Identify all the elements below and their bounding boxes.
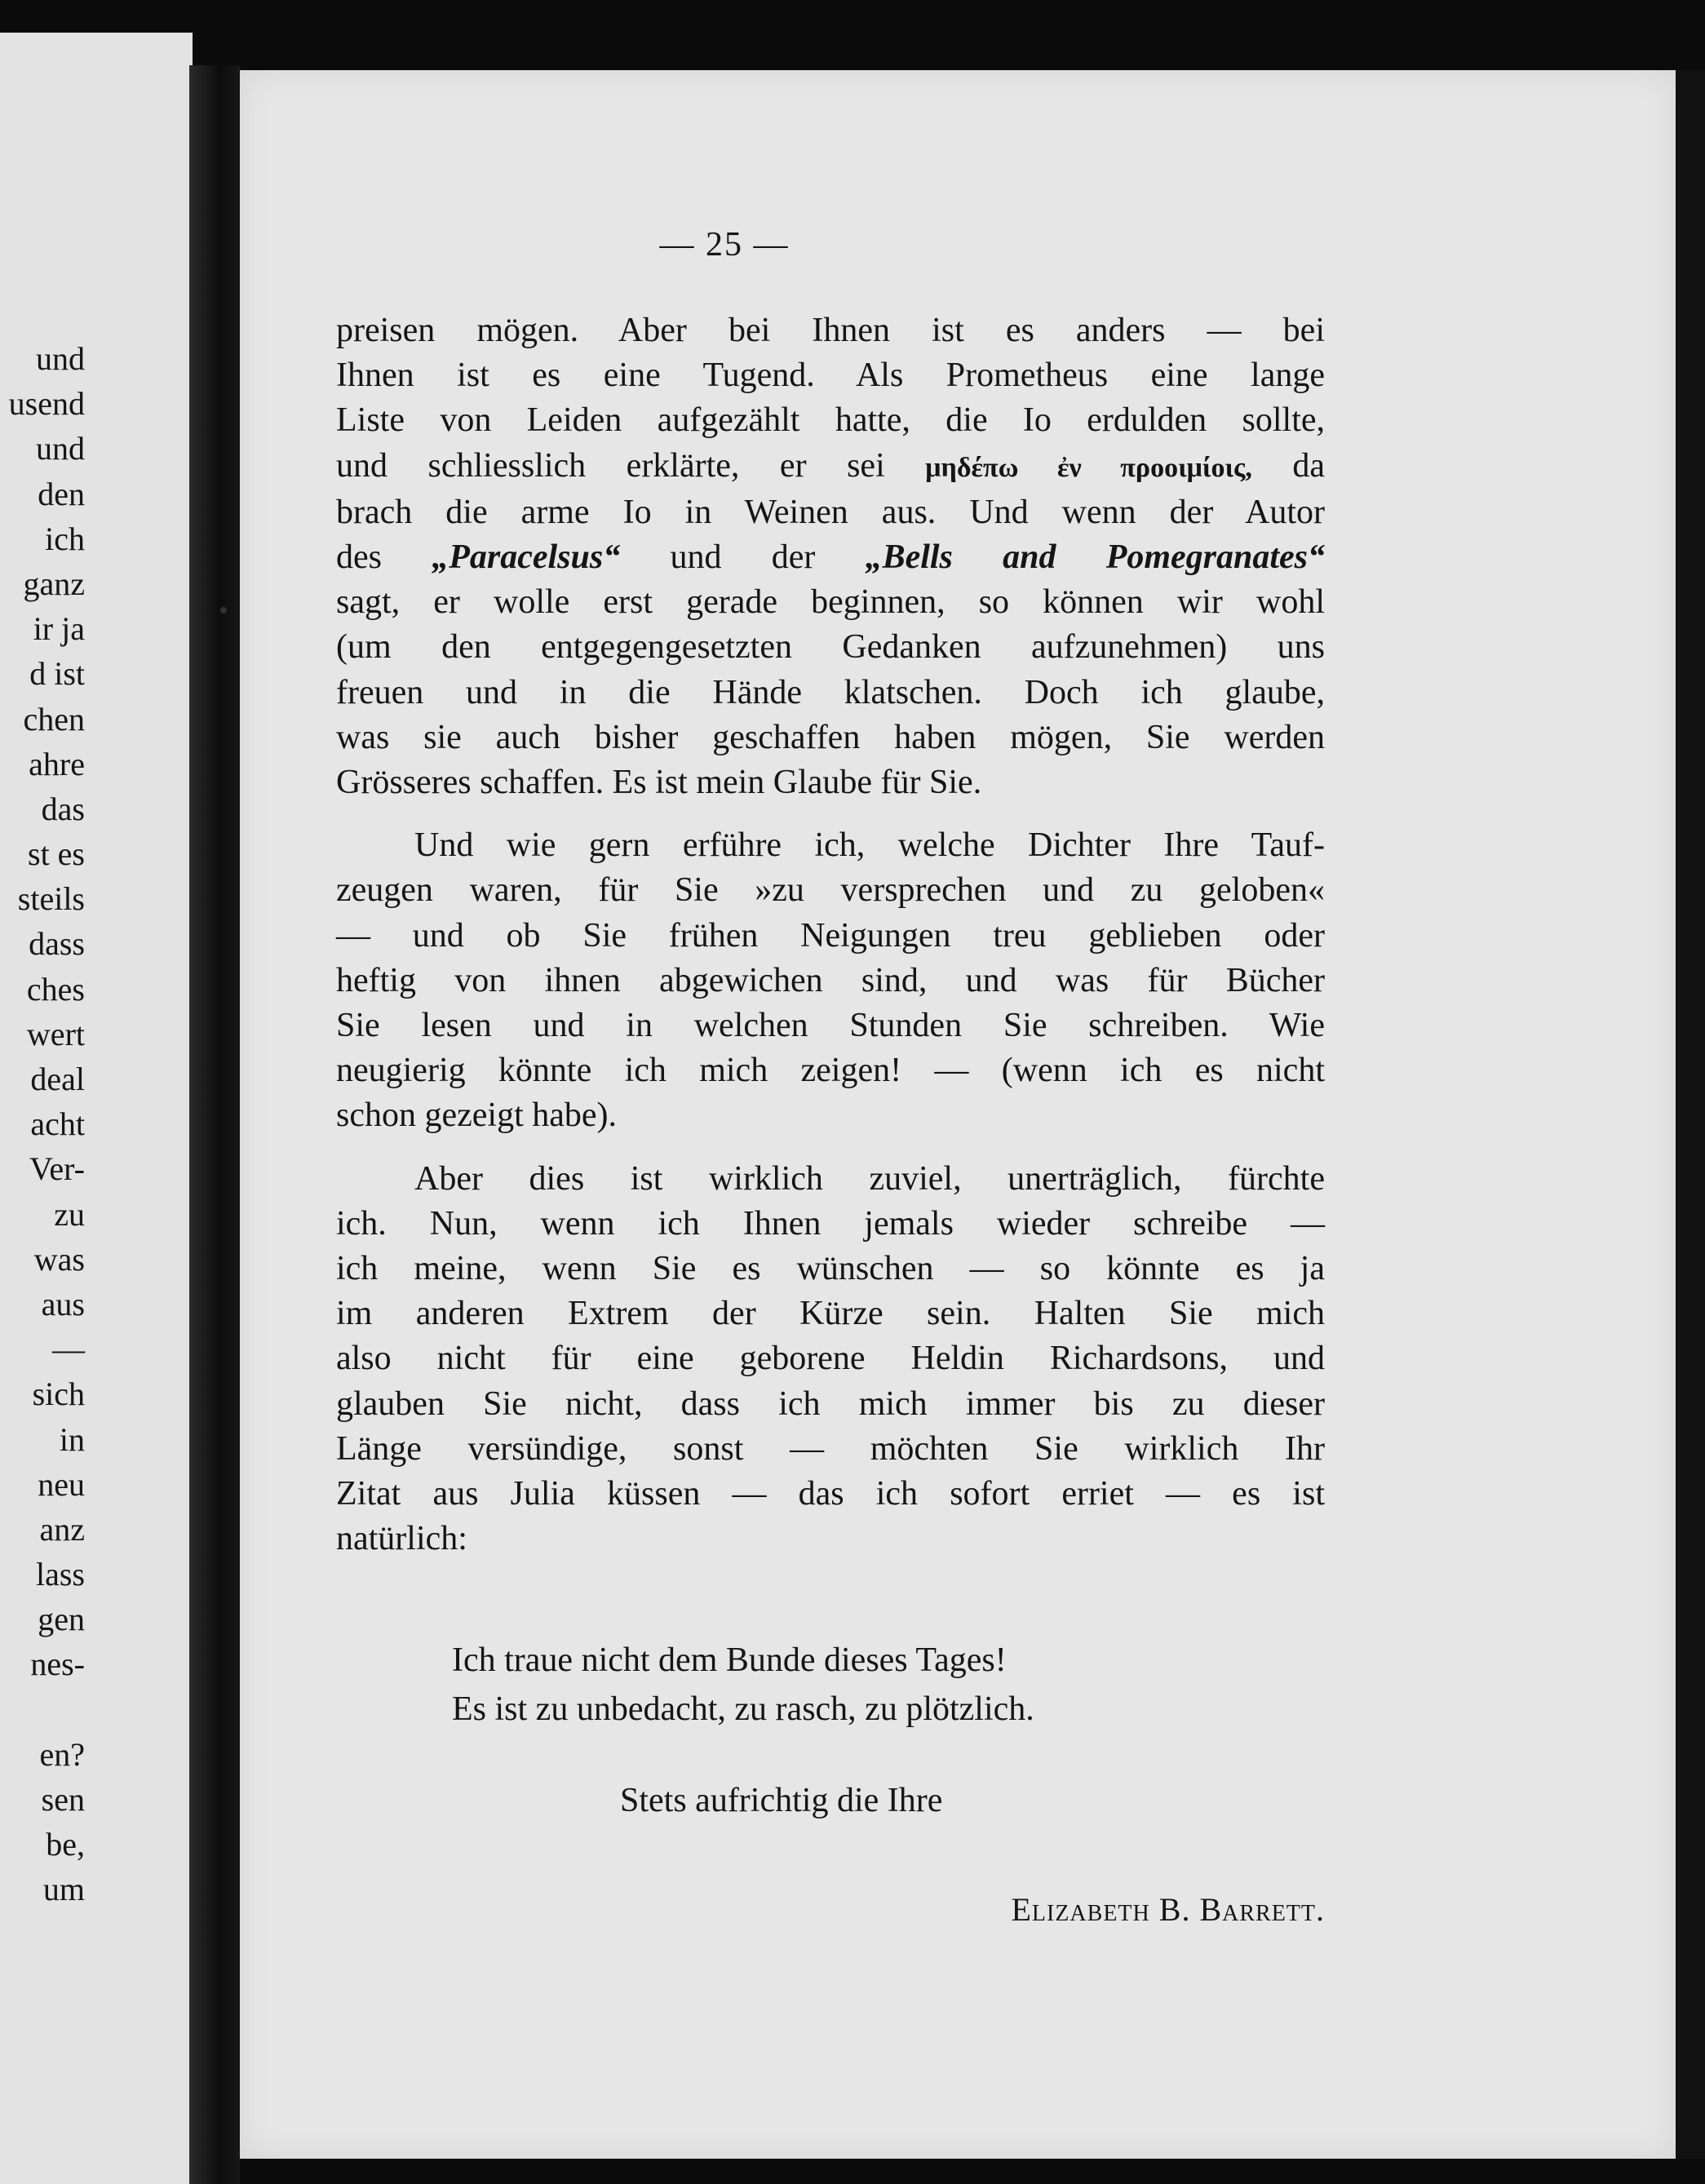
text-fragment: des [336, 538, 382, 577]
left-page-fragment: sich [32, 1376, 85, 1413]
left-page-fragment: um [42, 1871, 85, 1908]
left-page-fragment: chen [23, 700, 85, 738]
left-page-fragment: nes- [30, 1646, 85, 1683]
verse-line: Ich traue nicht dem Bunde dieses Tages! [452, 1641, 1007, 1679]
left-page-fragment: d ist [29, 655, 85, 693]
text-line: (um den entgegengesetzten Gedanken aufzunehmen) uns [336, 628, 1325, 667]
left-page-fragment [9, 1687, 85, 1732]
left-page-fragment: — [52, 1331, 85, 1368]
work-title-bells: „Bells and Pomegranates“ [865, 538, 1326, 577]
left-facing-page [0, 33, 193, 2184]
left-page-fragment: be, [46, 1826, 85, 1863]
left-page-fragment: und [36, 340, 85, 377]
left-page-fragment: en? [39, 1735, 85, 1773]
text-line: Aber dies ist wirklich zuviel, unerträglich, fürchte [414, 1159, 1325, 1198]
left-page-fragment: anz [39, 1510, 85, 1548]
text-line: schon gezeigt habe). [336, 1096, 618, 1135]
left-page-fragment: Ver- [29, 1150, 85, 1188]
left-page-fragment: ganz [23, 565, 85, 602]
work-title-paracelsus: „Paracelsus“ [432, 538, 621, 577]
text-fragment: und schliesslich erklärte, er sei [336, 446, 885, 485]
text-line: ich. Nun, wenn ich Ihnen jemals wieder schreibe — [336, 1204, 1325, 1243]
text-line: Länge versündige, sonst — möchten Sie wirklich Ihr [336, 1429, 1325, 1468]
left-page-fragment: ches [26, 970, 85, 1008]
text-fragment: da [1292, 446, 1326, 485]
text-line: im anderen Extrem der Kürze sein. Halten Sie mich [336, 1295, 1325, 1333]
text-line: brach die arme Io in Weinen aus. Und wenn der Autor [336, 493, 1325, 531]
book-page [240, 70, 1676, 2159]
text-line: Liste von Leiden aufgezählt hatte, die Io erdulden sollte, [336, 401, 1325, 440]
text-line: preisen mögen. Aber bei Ihnen ist es anders — bei [336, 312, 1325, 349]
left-page-fragment: st es [28, 835, 85, 873]
letter-signature: Elizabeth B. Barrett. [1011, 1891, 1325, 1928]
page-number: — 25 — [659, 226, 790, 264]
verse-quotation [452, 1636, 1034, 1734]
left-page-fragment: acht [30, 1105, 85, 1143]
book-spine [189, 65, 240, 2184]
left-page-fragment: ahre [29, 745, 85, 782]
text-line: Grösseres schaffen. Es ist mein Glaube für Sie. [336, 764, 982, 802]
text-line: natürlich: [336, 1520, 467, 1558]
body-text [336, 308, 1325, 1562]
paragraph-3 [336, 1157, 1325, 1562]
text-line: zeugen waren, für Sie »zu versprechen und zu geloben« [336, 871, 1325, 910]
left-page-fragment: usend [8, 385, 85, 423]
left-page-fragment: zu [54, 1195, 85, 1233]
text-line: neugierig könnte ich mich zeigen! — (wenn ich es nicht [336, 1052, 1325, 1090]
text-line: also nicht für eine geborene Heldin Richardsons, und [336, 1340, 1325, 1378]
text-line: ich meine, wenn Sie es wünschen — so könnte es ja [336, 1250, 1325, 1288]
paragraph-2 [336, 823, 1325, 1138]
left-page-fragment: was [33, 1240, 85, 1278]
left-page-fragment: das [41, 790, 85, 827]
verse-line: Es ist zu unbedacht, zu rasch, zu plötzlich. [452, 1690, 1034, 1728]
text-line: — und ob Sie frühen Neigungen treu geblieben oder [336, 916, 1325, 955]
left-page-fragment: und [36, 430, 85, 467]
left-page-fragment: dass [29, 925, 85, 963]
left-page-fragment: wert [26, 1015, 85, 1052]
letter-closing: Stets aufrichtig die Ihre [620, 1782, 943, 1819]
left-page-fragment: steils [17, 880, 85, 918]
left-page-text-fragments [9, 336, 85, 1912]
left-page-fragment: ich [45, 520, 85, 557]
paragraph-gap [336, 1139, 1325, 1157]
left-page-fragment: in [59, 1420, 85, 1458]
text-line: Und wie gern erführe ich, welche Dichter Ihre Tauf- [414, 826, 1325, 865]
text-line: Zitat aus Julia küssen — das ich sofort erriet — es ist [336, 1475, 1325, 1513]
text-line [336, 444, 1325, 490]
spine-dot [220, 607, 227, 614]
left-page-fragment: den [38, 475, 85, 512]
left-page-fragment: sen [41, 1781, 85, 1818]
text-fragment: und der [670, 538, 816, 577]
text-line: sagt, er wolle erst gerade beginnen, so können wir wohl [336, 583, 1325, 622]
left-page-fragment: gen [38, 1601, 85, 1638]
right-page-edge [1676, 70, 1705, 2159]
greek-quotation: μηδέπω ἐν προοιμίοις, [925, 452, 1252, 483]
left-page-fragment: aus [41, 1285, 85, 1322]
paragraph-1 [336, 308, 1325, 805]
text-line: was sie auch bisher geschaffen haben mögen, Sie werden [336, 718, 1325, 756]
left-page-fragment: neu [38, 1465, 85, 1503]
text-line: glauben Sie nicht, dass ich mich immer bis zu dieser [336, 1384, 1325, 1423]
text-line: Ihnen ist es eine Tugend. Als Prometheus eine lange [336, 357, 1325, 395]
text-line: Sie lesen und in welchen Stunden Sie schreiben. Wie [336, 1007, 1325, 1045]
left-page-fragment: deal [30, 1061, 85, 1097]
text-line: heftig von ihnen abgewichen sind, und was für Bücher [336, 961, 1325, 999]
left-page-fragment: lass [36, 1556, 85, 1593]
paragraph-gap [336, 805, 1325, 823]
text-line [336, 535, 1325, 580]
left-page-fragment: ir ja [33, 610, 85, 648]
text-line: freuen und in die Hände klatschen. Doch ich glaube, [336, 673, 1325, 711]
